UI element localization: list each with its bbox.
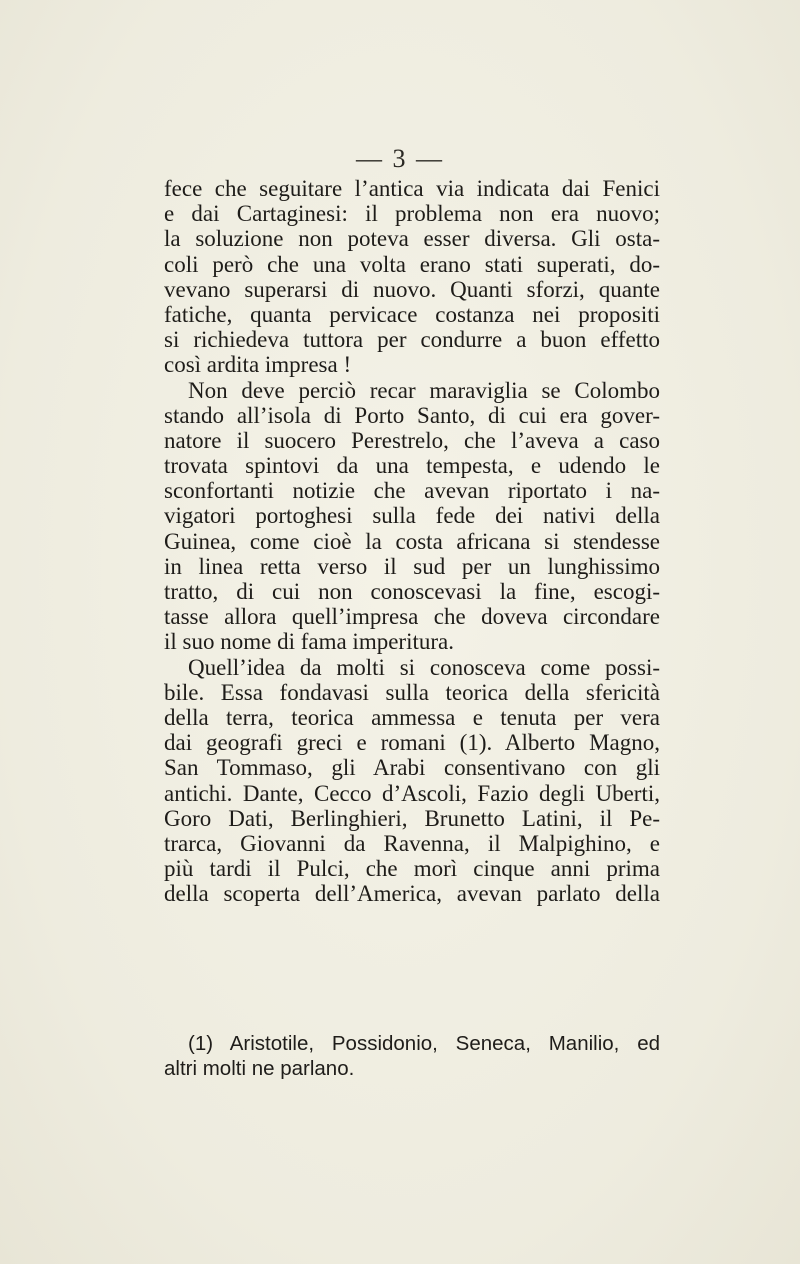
text-line: stando all’isola di Porto Santo, di cui era gover- [164, 402, 660, 428]
text-line: fece che seguitare l’antica via indicata dai Fenici [164, 176, 660, 201]
text-line: fatiche, quanta pervicace costanza nei propositi [164, 301, 660, 327]
text-line: trovata spintovi da una tempesta, e udendo le [164, 453, 660, 479]
text-line: e dai Cartaginesi: il problema non era nuovo; [164, 201, 660, 227]
text-line: coli però che una volta erano stati superati, do- [164, 251, 660, 277]
text-line: Guinea, come cioè la costa africana si stendesse [164, 528, 660, 554]
text-line: Goro Dati, Berlinghieri, Brunetto Latini, il Pe- [164, 805, 660, 831]
text-line: della terra, teorica ammessa e tenuta per vera [164, 704, 660, 730]
footnote [164, 1031, 660, 1081]
text-line: così ardita impresa ! [164, 352, 352, 378]
text-line: natore il suocero Perestrelo, che l’aveva a caso [164, 427, 660, 453]
text-line: Non deve perciò recar maraviglia se Colombo [188, 377, 660, 403]
text-line: bile. Essa fondavasi sulla teorica della sfericità [164, 679, 660, 705]
text-line: della scoperta dell’America, avevan parlato della [164, 881, 660, 907]
footnote-line: altri molti ne parlano. [164, 1057, 355, 1080]
text-line: tasse allora quell’impresa che doveva circondare [164, 604, 660, 630]
text-line: il suo nome di fama imperitura. [164, 629, 454, 655]
text-line: trarca, Giovanni da Ravenna, il Malpighino, e [164, 830, 660, 856]
text-line: più tardi il Pulci, che morì cinque anni prima [164, 856, 660, 882]
body-text [164, 176, 660, 906]
text-line: in linea retta verso il sud per un lunghissimo [164, 553, 660, 579]
text-line: la soluzione non poteva esser diversa. Gli osta- [164, 226, 660, 252]
text-line: vevano superarsi di nuovo. Quanti sforzi, quante [164, 276, 660, 302]
page-number: — 3 — [356, 144, 444, 173]
text-line: tratto, di cui non conoscevasi la fine, escogi- [164, 579, 660, 604]
text-line: Quell’idea da molti si conosceva come possi- [188, 654, 660, 680]
text-line: sconfortanti notizie che avevan riportato i na- [164, 478, 660, 504]
text-line: dai geografi greci e romani (1). Alberto Magno, [164, 730, 660, 756]
text-line: antichi. Dante, Cecco d’Ascoli, Fazio degli Uberti, [164, 780, 660, 806]
text-line: vigatori portoghesi sulla fede dei nativi della [164, 503, 660, 529]
footnote-line: (1) Aristotile, Possidonio, Seneca, Manilio, ed [188, 1032, 660, 1055]
text-line: si richiedeva tuttora per condurre a buon effetto [164, 327, 660, 353]
text-line: San Tommaso, gli Arabi consentivano con gli [164, 755, 660, 781]
